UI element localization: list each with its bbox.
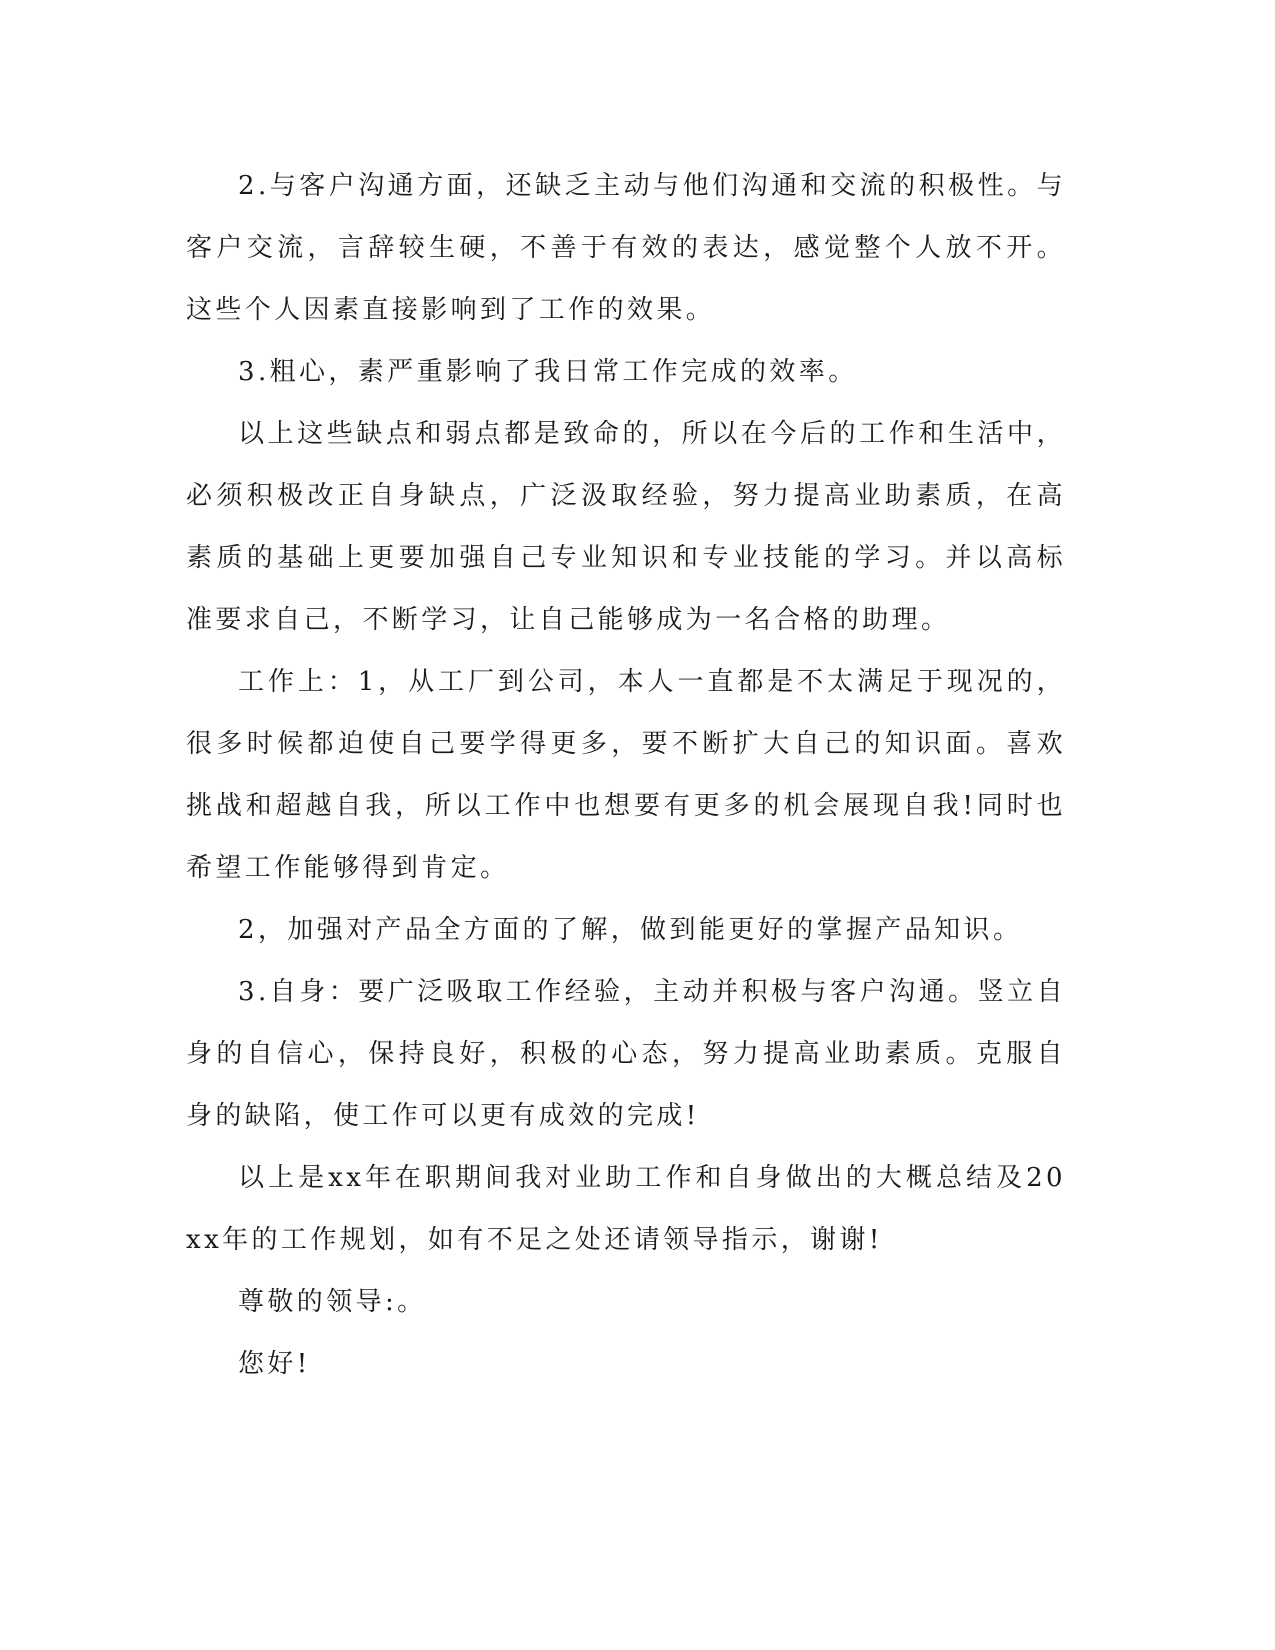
paragraph-customer-communication: 2.与客户沟通方面，还缺乏主动与他们沟通和交流的积极性。与客户交流，言辞较生硬，不善于有效的表达，感觉整个人放不开。这些个人因素直接影响到了工作的效果。 — [186, 171, 1066, 325]
paragraph-work-plan-1: 工作上：1，从工厂到公司，本人一直都是不太满足于现况的，很多时候都迫使自己要学得更多，要不断扩大自己的知识面。喜欢挑战和超越自我，所以工作中也想要有更多的机会展现自我!同时也希望工作能够得到肯定。 — [186, 667, 1066, 883]
paragraph-work-plan-2: 2，加强对产品全方面的了解，做到能更好的掌握产品知识。 — [238, 915, 1023, 945]
paragraph-greeting: 您好! — [238, 1349, 311, 1379]
paragraph-work-plan-3: 3.自身：要广泛吸取工作经验，主动并积极与客户沟通。竖立自身的自信心，保持良好，积极的心态，努力提高业助素质。克服自身的缺陷，使工作可以更有成效的完成! — [186, 977, 1066, 1131]
document-body — [186, 155, 1066, 1395]
paragraph-conclusion: 以上是xx年在职期间我对业助工作和自身做出的大概总结及20xx年的工作规划，如有不足之处还请领导指示，谢谢! — [186, 1163, 1066, 1255]
paragraph-carelessness: 3.粗心，素严重影响了我日常工作完成的效率。 — [238, 357, 858, 387]
paragraph-salutation: 尊敬的领导:。 — [238, 1287, 427, 1317]
paragraph-improvement: 以上这些缺点和弱点都是致命的，所以在今后的工作和生活中，必须积极改正自身缺点，广泛汲取经验，努力提高业助素质，在高素质的基础上更要加强自己专业知识和专业技能的学习。并以高标准要求自己，不断学习，让自己能够成为一名合格的助理。 — [186, 419, 1066, 635]
